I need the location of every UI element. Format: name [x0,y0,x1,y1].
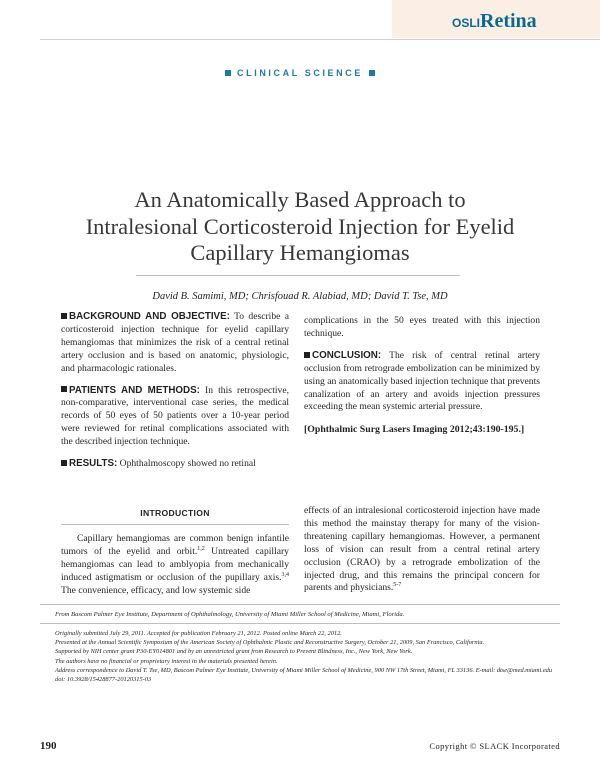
section-label [0,68,600,78]
reference-superscript: 1,2 [197,545,205,552]
abstract-heading: BACKGROUND AND OBJECTIVE: [69,311,230,322]
abstract-methods [61,385,289,450]
affiliation-note: From Bascom Palmer Eye Institute, Department of Ophthalmology, University of Miami Miller School of Medicine, Miami, Florida. [55,611,405,618]
footnote-supported: Supported by NIH center grant P30-EY014801 and by an unrestricted grant from Research to Prevent Blindness, Inc., New York, New York. [55,648,413,656]
abstract-results [61,458,289,471]
journal-logo [452,11,537,33]
introduction-heading: INTRODUCTION [140,508,210,518]
square-bullet-icon [61,460,67,466]
body-text: effects of an intralesional corticosteroid injection have made this method the mainstay therapy for many of the vision-threatening capillary hemangiomas. However, a permanent loss of vision can result from a central retinal artery occlusion (CRAO) by a retrograde embolization of the injected drug, and this remains the principal concern for parents and physicians. [304,505,540,594]
title-line: Intralesional Corticosteroid Injection for Eyelid [85,213,515,239]
logo-name: Retina [480,10,537,32]
footnote-divider [40,604,560,605]
introduction-paragraph [61,533,289,598]
body-text: Capillary hemangiomas are common benign infantile tumors of the eyelid and orbit. [61,533,289,557]
introduction-divider [61,524,289,525]
footnote-doi: doi: 10.3928/15428877-20120315-03 [55,676,152,684]
square-bullet-icon [61,386,67,392]
abstract-conclusion [304,350,540,415]
abstract-background [61,311,289,376]
square-bullet-icon [369,70,375,76]
square-bullet-icon [61,313,67,319]
square-bullet-icon [304,352,310,358]
body-text: The convenience, efficacy, and low systemic side [61,584,251,596]
title-line: An Anatomically Based Approach to [134,187,466,212]
abstract-results-continued: complications in the 50 eyes treated with this injection technique. [304,315,540,339]
author-list: David B. Samimi, MD; Chrisfouad R. Alabiad, MD; David T. Tse, MD [152,291,448,302]
abstract-heading: RESULTS: [69,458,118,470]
title-divider [136,275,460,276]
header-divider [40,39,600,40]
reference-superscript: 5-7 [393,582,402,589]
introduction-paragraph-continued [304,505,540,595]
abstract-text: In this retrospective, non-comparative, interventional case series, the medical records of 50 eyes of 50 patients over a 10-year period were reviewed for retinal complications associated with the described injection technique. [61,384,289,448]
copyright-notice: Copyright © SLACK Incorporated [429,741,560,751]
reference-superscript: 3,4 [281,571,289,578]
abstract-right-column [304,315,540,436]
abstract-text: Ophthalmoscopy showed no retinal [117,458,256,470]
title-line: Capillary Hemangiomas [190,240,410,265]
footnote-correspondence: Address correspondence to David T. Tse, MD, Bascom Palmer Eye Institute, University of Miami Miller School of Medicine, 900 NW 17th Street, Miami, FL 33136. E-mail: dtse@med.miami.edu [55,666,553,674]
abstract-heading: CONCLUSION: [312,349,382,361]
footnotes [55,629,555,684]
citation: [Ophthalmic Surg Lasers Imaging 2012;43:190-195.] [304,424,525,436]
footnote-disclosure: The authors have no financial or proprietary interest in the materials presented herein. [55,657,278,665]
section-label-text: CLINICAL SCIENCE [237,68,363,78]
logo-prefix: OSLI [452,16,481,30]
body-text: Untreated capillary hemangiomas can lead to amblyopia from mechanically induced astigmatism or occlusion of the pupillary axis. [61,545,289,583]
abstract-text: The risk of central retinal artery occlusion from retrograde embolization can be minimized by using an anatomically based injection technique that prevents canalization of an artery and avoids injection pressures exceeding the mean systemic arterial pressure. [304,349,540,413]
abstract-text: To describe a corticosteroid injection technique for eyelid capillary hemangiomas that minimizes the risk of a central retinal artery occlusion and is based on anatomic, physiologic, and pharmacologic rationales. [61,311,290,374]
abstract-left-column [61,311,289,480]
abstract-heading: PATIENTS AND METHODS: [69,384,200,396]
page-number: 190 [40,740,57,752]
footnote-presented: Presented at the Annual Scientific Symposium of the American Society of Ophthalmic Plastic and Reconstructive Surgery, October 21, 2009, San Francisco, California. [55,639,485,647]
article-title [40,187,560,267]
footnote-submitted: Originally submitted July 29, 2011. Accepted for publication February 21, 2012. Posted online March 22, 2012. [55,630,342,637]
square-bullet-icon [225,70,231,76]
